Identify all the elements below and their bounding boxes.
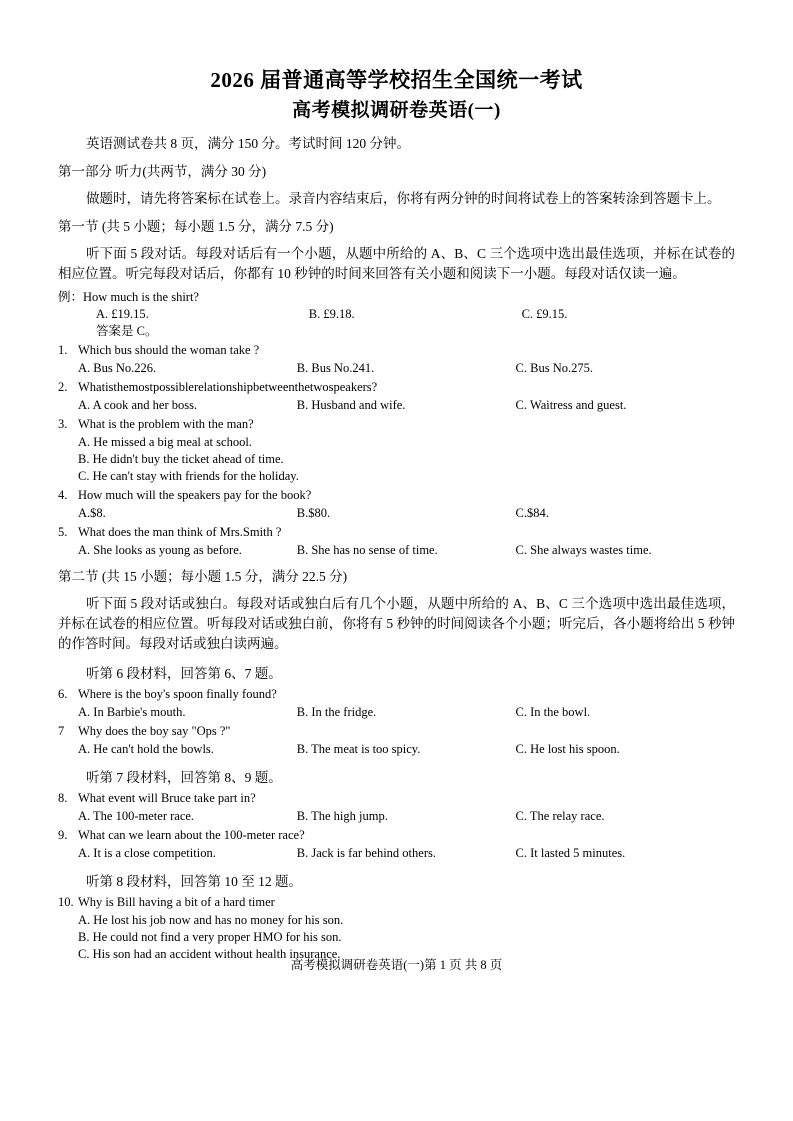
question-text: Where is the boy's spoon finally found?: [78, 687, 277, 701]
option-c[interactable]: C. He can't stay with friends for the holiday.: [78, 469, 299, 483]
option-b[interactable]: B. Bus No.241.: [296, 361, 375, 375]
question-item: [58, 524, 735, 541]
option-a[interactable]: A.$8.: [78, 506, 106, 520]
option-c[interactable]: C. The relay race.: [515, 809, 605, 823]
question-item: [58, 342, 735, 359]
option-c[interactable]: C. She always wastes time.: [515, 543, 652, 557]
option-b[interactable]: B. He could not find a very proper HMO for his son.: [78, 930, 342, 944]
question-text: Which bus should the woman take ?: [78, 343, 260, 357]
option-a[interactable]: A. It is a close competition.: [78, 846, 216, 860]
question-item: [58, 487, 735, 504]
question-options: [58, 741, 735, 758]
option-b[interactable]: B. In the fridge.: [296, 705, 377, 719]
question-options: [58, 704, 735, 721]
question-text: Why does the boy say "Ops ?": [78, 724, 231, 738]
option-b[interactable]: B. Husband and wife.: [296, 398, 406, 412]
question-options: [58, 542, 735, 559]
section-one-heading: 第一节 (共 5 小题；每小题 1.5 分，满分 7.5 分): [58, 219, 334, 234]
option-b[interactable]: B. The high jump.: [296, 809, 388, 823]
question-number: 1.: [58, 343, 68, 357]
question-text: What does the man think of Mrs.Smith ?: [78, 525, 282, 539]
option-a[interactable]: A. He lost his job now and has no money for his son.: [78, 913, 344, 927]
question-options: [58, 845, 735, 862]
example-answer: 答案是 C。: [96, 324, 158, 338]
question-number: 10.: [58, 895, 74, 909]
example-options: [58, 306, 735, 323]
question-number: 8.: [58, 791, 68, 805]
option-c[interactable]: C. Waitress and guest.: [515, 398, 627, 412]
option-b[interactable]: B. Jack is far behind others.: [296, 846, 436, 860]
question-item: [58, 416, 735, 433]
question-text: What event will Bruce take part in?: [78, 791, 256, 805]
question-options: [58, 505, 735, 522]
question-number: 5.: [58, 525, 68, 539]
example-question: How much is the shirt?: [83, 290, 199, 304]
question-item: [58, 723, 735, 740]
material-10-12-heading: 听第 8 段材料，回答第 10 至 12 题。: [86, 874, 302, 889]
example-block: [58, 289, 735, 306]
example-option-a: A. £19.15.: [96, 307, 149, 321]
section-two-instruction: 听下面 5 段对话或独白。每段对话或独白后有几个小题，从题中所给的 A、B、C 三个选项中选出最佳选项，并标在试卷的相应位置。听每段对话或独白前，你将有 5 秒钟的时间阅读各个小题；听完后，各小题将给出 5 秒钟的作答时间。每段对话或独白读两遍。: [58, 596, 735, 651]
option-a[interactable]: A. She looks as young as before.: [78, 543, 242, 557]
question-number: 2.: [58, 380, 68, 394]
question-text: What is the problem with the man?: [78, 417, 254, 431]
question-options: [58, 397, 735, 414]
option-c[interactable]: C. In the bowl.: [515, 705, 591, 719]
question-number: 6.: [58, 687, 68, 701]
question-options: [58, 434, 735, 485]
question-item: [58, 894, 735, 911]
option-b[interactable]: B. She has no sense of time.: [296, 543, 438, 557]
option-a[interactable]: A. The 100-meter race.: [78, 809, 195, 823]
option-b[interactable]: B. The meat is too spicy.: [296, 742, 421, 756]
example-label: 例：: [58, 290, 84, 304]
option-a[interactable]: A. He missed a big meal at school.: [78, 435, 252, 449]
question-number: 7: [58, 724, 65, 738]
option-c[interactable]: C. He lost his spoon.: [515, 742, 620, 756]
page-footer: 高考模拟调研卷英语(一)第 1 页 共 8 页: [290, 958, 503, 972]
document-title-block: [58, 65, 735, 125]
option-c[interactable]: C. It lasted 5 minutes.: [515, 846, 626, 860]
page-title: 2026 届普通高等学校招生全国统一考试: [210, 68, 583, 92]
question-options: [58, 808, 735, 825]
question-item: [58, 686, 735, 703]
option-a[interactable]: A. In Barbie's mouth.: [78, 705, 186, 719]
material-8-9-heading: 听第 7 段材料，回答第 8、9 题。: [86, 770, 282, 785]
question-text: How much will the speakers pay for the book?: [78, 488, 312, 502]
option-c[interactable]: C. His son had an accident without health insurance.: [78, 947, 341, 961]
question-number: 4.: [58, 488, 68, 502]
question-text: What can we learn about the 100-meter race?: [78, 828, 305, 842]
option-a[interactable]: A. A cook and her boss.: [78, 398, 198, 412]
option-a[interactable]: A. Bus No.226.: [78, 361, 157, 375]
part-one-heading: 第一部分 听力(共两节，满分 30 分): [58, 164, 267, 179]
example-option-b: B. £9.18.: [308, 307, 355, 321]
question-number: 9.: [58, 828, 68, 842]
intro-text: 英语测试卷共 8 页，满分 150 分。考试时间 120 分钟。: [86, 136, 410, 151]
option-c[interactable]: C. Bus No.275.: [515, 361, 593, 375]
option-c[interactable]: C.$84.: [515, 506, 549, 520]
option-b[interactable]: B. He didn't buy the ticket ahead of time.: [78, 452, 284, 466]
question-text: Why is Bill having a bit of a hard timer: [78, 895, 275, 909]
example-option-c: C. £9.15.: [521, 307, 568, 321]
option-b[interactable]: B.$80.: [296, 506, 331, 520]
question-item: [58, 379, 735, 396]
question-item: [58, 790, 735, 807]
question-options: [58, 360, 735, 377]
question-number: 3.: [58, 417, 68, 431]
section-one-instruction: 听下面 5 段对话。每段对话后有一个小题，从题中所给的 A、B、C 三个选项中选出最佳选项，并标在试卷的相应位置。听完每段对话后，你都有 10 秒钟的时间来回答有关小题和阅读下一小题。每段对话仅读一遍。: [58, 246, 735, 281]
option-a[interactable]: A. He can't hold the bowls.: [78, 742, 214, 756]
material-6-7-heading: 听第 6 段材料，回答第 6、7 题。: [86, 666, 282, 681]
part-one-note: 做题时，请先将答案标在试卷上。录音内容结束后，你将有两分钟的时间将试卷上的答案转涂到答题卡上。: [86, 191, 721, 206]
question-text: Whatisthemostpossiblerelationshipbetweenthetwospeakers?: [78, 380, 378, 394]
page-subtitle: 高考模拟调研卷英语(一): [292, 100, 501, 121]
question-item: [58, 827, 735, 844]
section-two-heading: 第二节 (共 15 小题；每小题 1.5 分，满分 22.5 分): [58, 569, 348, 584]
